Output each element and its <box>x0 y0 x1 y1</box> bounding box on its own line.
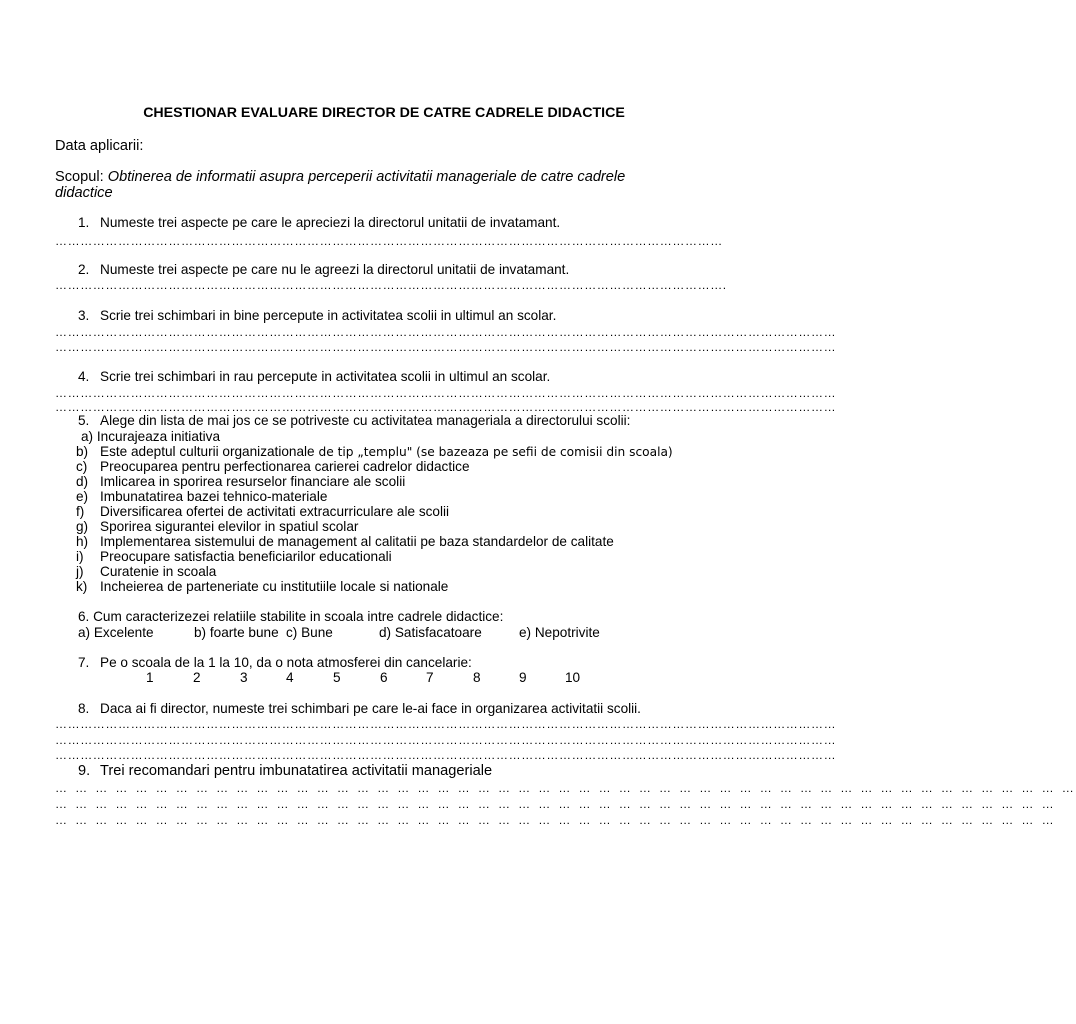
option-f[interactable]: Diversificarea ofertei de activitati extracurriculare ale scolii <box>100 504 450 519</box>
answer-line[interactable]: … … … … … … … … … … … … … … … … … … … … … … … … … … … … … … … … … … … … … … … … … … … … … … … … … … … <box>55 781 1076 795</box>
option-c[interactable]: Preocuparea pentru perfectionarea carierei cadrelor didactice <box>100 459 470 474</box>
purpose-line-1 <box>55 169 625 185</box>
option-e-letter: e) <box>76 489 89 504</box>
option-f-letter: f) <box>76 504 85 519</box>
purpose-text-1: Obtinerea de informatii asupra perceperii activitatii manageriale de catre cadrele <box>107 169 626 185</box>
answer-line[interactable]: …………………………………………………………………………………………………………………………………………………………………… <box>55 748 837 762</box>
q6-option-d[interactable]: d) Satisfacatoare <box>379 625 482 640</box>
answer-line[interactable]: …………………………………………………………………………………………………………………………………………………………………… <box>55 340 837 354</box>
purpose-label: Scopul: <box>55 169 108 185</box>
option-text: Este adeptul culturii organizationale <box>100 444 315 459</box>
rating-1[interactable]: 1 <box>146 670 154 685</box>
purpose-text-2: didactice <box>55 185 113 201</box>
question-4-text: Scrie trei schimbari in rau percepute in activitatea scolii in ultimul an scolar. <box>100 369 551 384</box>
question-7-number: 7. <box>78 655 90 670</box>
rating-8[interactable]: 8 <box>473 670 481 685</box>
option-d-letter: d) <box>76 474 89 489</box>
q6-option-a[interactable]: a) Excelente <box>78 625 154 640</box>
question-7-text: Pe o scoala de la 1 la 10, da o nota atmosferei din cancelarie: <box>100 655 472 670</box>
option-g[interactable]: Sporirea sigurantei elevilor in spatiul scolar <box>100 519 359 534</box>
answer-line[interactable]: …………………………………………………………………………………………………………………………………………… <box>55 234 723 248</box>
question-8-text: Daca ai fi director, numeste trei schimbari pe care le-ai face in organizarea activitatii scolii. <box>100 701 641 716</box>
option-b-letter: b) <box>76 444 89 459</box>
option-h[interactable]: Implementarea sistemului de management al calitatii pe baza standardelor de calitate <box>100 534 614 549</box>
q6-option-e[interactable]: e) Nepotrivite <box>519 625 600 640</box>
option-d[interactable]: Imlicarea in sporirea resurselor financiare ale scolii <box>100 474 406 489</box>
question-9-text: Trei recomandari pentru imbunatatirea activitatii manageriale <box>100 763 493 779</box>
option-letter: a) <box>81 429 94 444</box>
answer-line[interactable]: …………………………………………………………………………………………………………………………………………………………………… <box>55 733 837 747</box>
option-e[interactable]: Imbunatatirea bazei tehnico-materiale <box>100 489 328 504</box>
question-1-text: Numeste trei aspecte pe care le apreciezi la directorul unitatii de invatamant. <box>100 215 561 230</box>
question-1-number: 1. <box>78 215 90 230</box>
rating-3[interactable]: 3 <box>240 670 248 685</box>
rating-scale <box>0 670 768 688</box>
application-date-label: Data aplicarii: <box>55 138 144 154</box>
question-5-number: 5. <box>78 413 90 428</box>
rating-5[interactable]: 5 <box>333 670 341 685</box>
rating-10[interactable]: 10 <box>565 670 581 685</box>
question-6-text: 6. Cum caracterizezei relatiile stabilite in scoala intre cadrele didactice: <box>78 609 504 624</box>
question-8-number: 8. <box>78 701 90 716</box>
answer-line[interactable]: … … … … … … … … … … … … … … … … … … … … … … … … … … … … … … … … … … … … … … … … … … … … … … … … … … <box>55 797 1056 811</box>
question-2-text: Numeste trei aspecte pe care nu le agreezi la directorul unitatii de invatamant. <box>100 262 570 277</box>
option-text: Incurajeaza initiativa <box>96 429 221 444</box>
option-j[interactable]: Curatenie in scoala <box>100 564 217 579</box>
option-b[interactable] <box>100 444 673 459</box>
answer-line[interactable]: … … … … … … … … … … … … … … … … … … … … … … … … … … … … … … … … … … … … … … … … … … … … … … … … … … <box>55 813 1056 827</box>
answer-line[interactable]: …………………………………………………………………………………………………………………………………………………………………… <box>55 325 837 339</box>
answer-line[interactable]: …………………………………………………………………………………………………………………………………………………………………… <box>55 717 837 731</box>
option-k-letter: k) <box>76 579 88 594</box>
option-i-letter: i) <box>76 549 84 564</box>
question-3-text: Scrie trei schimbari in bine percepute in activitatea scolii in ultimul an scolar. <box>100 308 557 323</box>
option-h-letter: h) <box>76 534 89 549</box>
question-9-number: 9. <box>78 763 91 779</box>
document-title: CHESTIONAR EVALUARE DIRECTOR DE CATRE CADRELE DIDACTICE <box>143 105 625 121</box>
purpose-line-2 <box>55 185 113 201</box>
question-5-text: Alege din lista de mai jos ce se potriveste cu activitatea manageriala a directorului scolii: <box>100 413 631 428</box>
option-j-letter: j) <box>76 564 84 579</box>
question-3-number: 3. <box>78 308 90 323</box>
option-text-continued: de tip „templu" (se bazeaza pe sefii de comisii din scoala) <box>314 445 673 459</box>
q6-option-b[interactable]: b) foarte bune <box>194 625 279 640</box>
answer-line[interactable]: ……………………………………………………………………………………………………………………………………………. <box>55 278 727 292</box>
option-k[interactable]: Incheierea de parteneriate cu institutiile locale si nationale <box>100 579 449 594</box>
question-4-number: 4. <box>78 369 90 384</box>
option-g-letter: g) <box>76 519 89 534</box>
rating-4[interactable]: 4 <box>286 670 294 685</box>
rating-2[interactable]: 2 <box>193 670 201 685</box>
option-c-letter: c) <box>76 459 88 474</box>
q6-option-c[interactable]: c) Bune <box>286 625 333 640</box>
option-a[interactable] <box>81 429 220 444</box>
question-2-number: 2. <box>78 262 90 277</box>
rating-7[interactable]: 7 <box>426 670 434 685</box>
rating-9[interactable]: 9 <box>519 670 527 685</box>
option-i[interactable]: Preocupare satisfactia beneficiarilor educationali <box>100 549 392 564</box>
answer-line[interactable]: …………………………………………………………………………………………………………………………………………………………………… <box>55 400 837 414</box>
answer-line[interactable]: …………………………………………………………………………………………………………………………………………………………………… <box>55 386 837 400</box>
rating-6[interactable]: 6 <box>380 670 388 685</box>
